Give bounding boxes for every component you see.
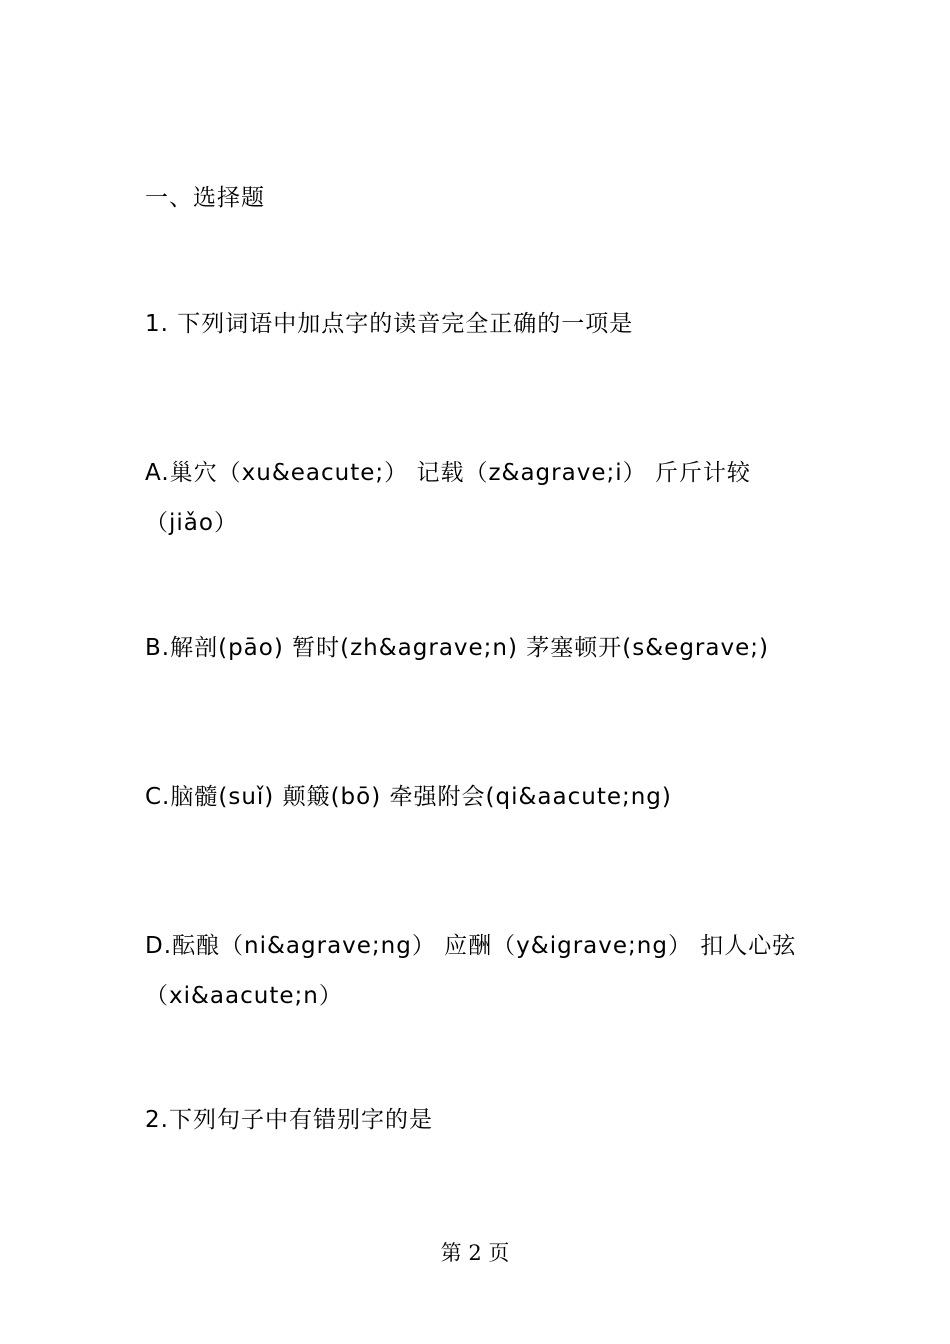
question-1-option-b: B.解剖(pāo) 暂时(zh&agrave;n) 茅塞顿开(s&egrave;) xyxy=(145,635,769,661)
question-1-option-c: C.脑髓(suǐ) 颠簸(bō) 牵强附会(qi&aacute;ng) xyxy=(145,784,672,810)
question-1-option-a-line-1: A.巢穴（xu&eacute;） 记载（z&agrave;i） 斤斤计较 xyxy=(145,460,751,486)
question-1-option-a-line-2: （jiǎo） xyxy=(145,510,238,536)
question-1-option-d-line-2: （xi&aacute;n） xyxy=(145,983,343,1009)
question-1-stem: 1. 下列词语中加点字的读音完全正确的一项是 xyxy=(145,311,634,337)
question-2-stem: 2.下列句子中有错别字的是 xyxy=(145,1107,433,1133)
section-heading: 一、选择题 xyxy=(145,185,265,211)
question-1-option-d-line-1: D.酝酿（ni&agrave;ng） 应酬（y&igrave;ng） 扣人心弦 xyxy=(145,933,797,959)
page-number: 第 2 页 xyxy=(440,1241,510,1265)
